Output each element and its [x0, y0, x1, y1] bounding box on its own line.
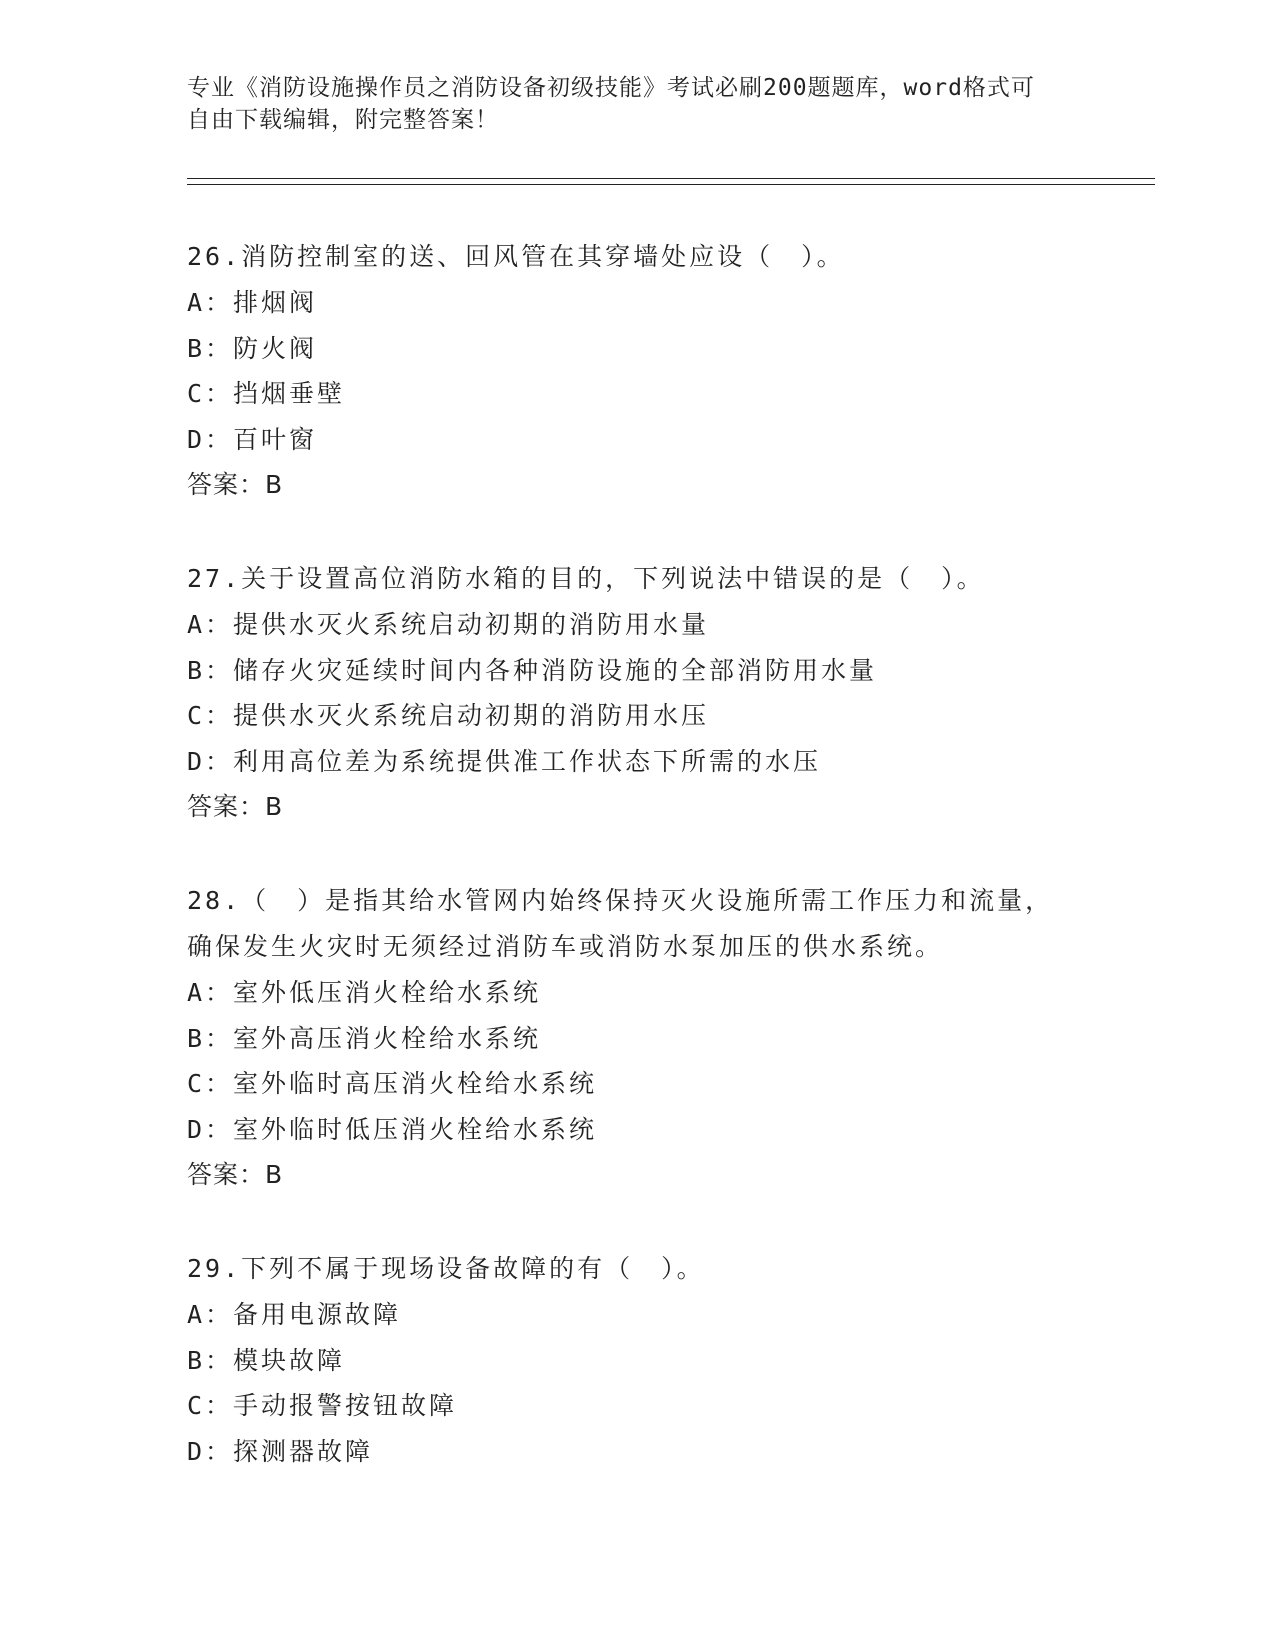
question-29	[187, 1246, 1127, 1474]
option-b: B：模块故障	[187, 1345, 346, 1375]
document-header	[187, 72, 1067, 136]
answer-line: 答案：B	[187, 470, 284, 499]
question-26	[187, 234, 1127, 507]
option-c: C：提供水灭火系统启动初期的消防用水压	[187, 701, 710, 730]
option-d: D：百叶窗	[187, 424, 318, 454]
option-d: D：利用高位差为系统提供准工作状态下所需的水压	[187, 746, 822, 776]
header-divider	[187, 178, 1155, 185]
question-stem: 29.下列不属于现场设备故障的有（ ）。	[187, 1254, 705, 1283]
question-27	[187, 556, 1127, 829]
option-c: C：手动报警按钮故障	[187, 1391, 458, 1420]
answer-line: 答案：B	[187, 792, 284, 821]
option-d: D：探测器故障	[187, 1436, 374, 1466]
option-d: D：室外临时低压消火栓给水系统	[187, 1114, 598, 1144]
header-line-1: 专业《消防设施操作员之消防设备初级技能》考试必刷200题题库，word格式可	[187, 75, 1035, 101]
option-a: A：室外低压消火栓给水系统	[187, 978, 542, 1007]
answer-line: 答案：B	[187, 1160, 284, 1189]
option-b: B：储存火灾延续时间内各种消防设施的全部消防用水量	[187, 655, 878, 685]
question-28	[187, 878, 1127, 1197]
question-stem: 26.消防控制室的送、回风管在其穿墙处应设（ ）。	[187, 242, 845, 271]
question-stem: 27.关于设置高位消防水箱的目的，下列说法中错误的是（ ）。	[187, 564, 985, 593]
question-list	[187, 234, 1127, 1523]
question-stem-line-2: 确保发生火灾时无须经过消防车或消防水泵加压的供水系统。	[187, 932, 944, 961]
option-b: B：防火阀	[187, 333, 318, 363]
option-a: A：提供水灭火系统启动初期的消防用水量	[187, 610, 710, 639]
option-c: C：挡烟垂壁	[187, 379, 346, 408]
option-a: A：排烟阀	[187, 288, 318, 317]
header-line-2: 自由下载编辑，附完整答案！	[187, 107, 499, 133]
question-stem-line-1: 28.（ ）是指其给水管网内始终保持灭火设施所需工作压力和流量，	[187, 886, 1054, 915]
option-b: B：室外高压消火栓给水系统	[187, 1023, 542, 1053]
option-a: A：备用电源故障	[187, 1300, 402, 1329]
option-c: C：室外临时高压消火栓给水系统	[187, 1069, 598, 1098]
